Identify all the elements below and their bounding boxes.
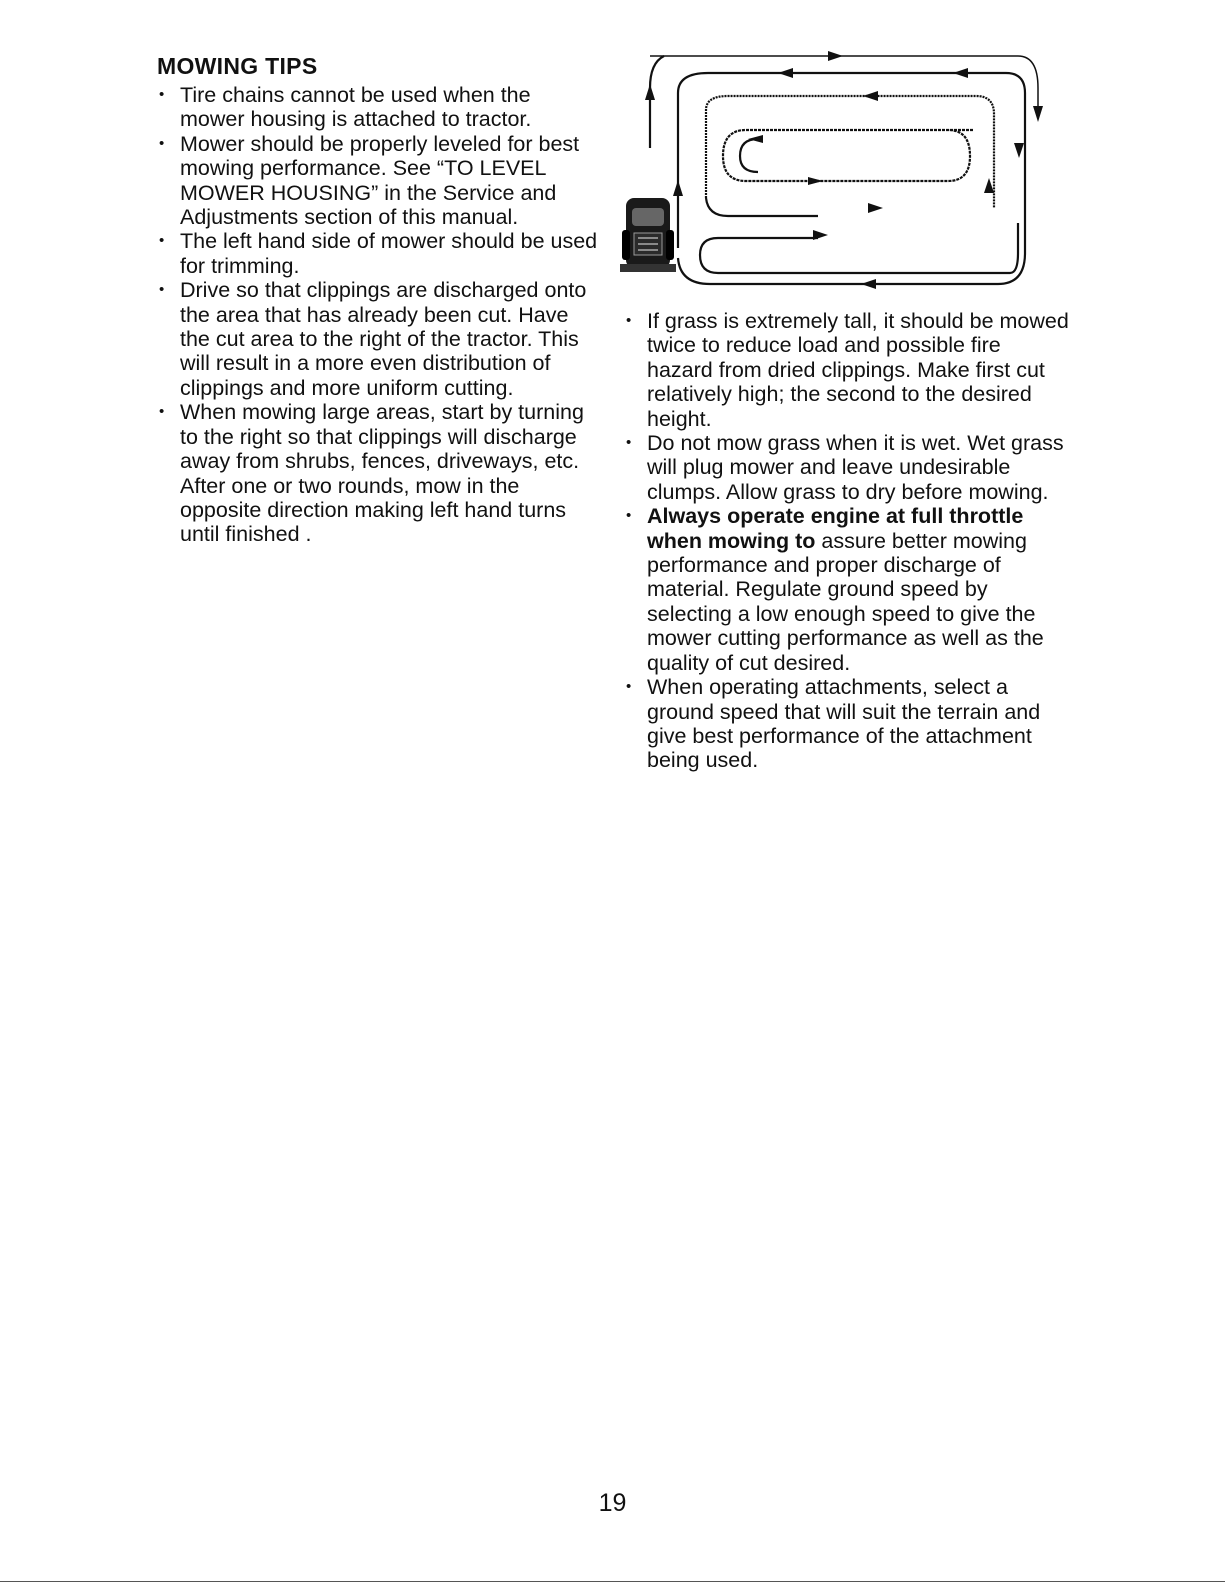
list-item — [158, 132, 598, 230]
innermost-arc — [740, 139, 758, 172]
list-item — [625, 675, 1070, 773]
bullet: • — [626, 434, 632, 452]
bullet: • — [626, 507, 632, 525]
tip-text: Mower should be properly leveled for best mowing performance. See “TO LEVEL MOWER HOUSING” in the Service and Adjustments section of this manual. — [180, 131, 580, 230]
bullet: • — [159, 403, 165, 421]
start-loop — [700, 223, 1018, 273]
tip-text: Drive so that clippings are discharged onto the area that has already been cut. Have the cut area to the right of the tractor. This will result in a more even distribution of clippings and more uniform cutting. — [180, 278, 587, 400]
tip-text: Tire chains cannot be used when the mower housing is attached to tractor. — [180, 83, 532, 132]
list-item — [158, 278, 598, 400]
arrow-right-top — [828, 51, 843, 61]
bullet: • — [159, 232, 165, 250]
outer-path-left — [650, 56, 664, 148]
left-tips-list — [158, 83, 598, 547]
arrow-left-inner — [748, 135, 763, 143]
arrow-up-right — [984, 178, 994, 193]
tip-text: The left hand side of mower should be used for trimming. — [180, 229, 598, 278]
outer-loop — [678, 73, 1025, 284]
bullet: • — [626, 312, 632, 329]
list-item — [158, 229, 598, 278]
tip-text: Do not mow grass when it is wet. Wet grass will plug mower and leave undesirable clumps. Allow grass to dry before mowing. — [647, 431, 1064, 504]
bullet: • — [159, 281, 165, 299]
arrow-left-mid — [863, 91, 878, 101]
arrow-up-left — [645, 84, 655, 100]
bullet: • — [626, 678, 632, 696]
arrow-right-start — [813, 230, 828, 240]
bullet: • — [159, 86, 165, 103]
tip-text: When mowing large areas, start by turning to the right so that clippings will discharge away from shrubs, fences, driveways, etc. After one or two rounds, mow in the opposite direction making left hand turns until finished . — [180, 400, 584, 547]
mowing-pattern-diagram — [618, 48, 1050, 298]
page-title: MOWING TIPS — [157, 53, 318, 79]
list-item — [625, 504, 1070, 675]
arrow-up-left-2 — [673, 180, 683, 196]
arrow-right-lower — [868, 203, 883, 213]
right-tips-list — [625, 309, 1070, 773]
list-item — [625, 431, 1070, 504]
bottom-rule — [0, 1581, 1225, 1582]
tip-text: When operating attachments, select a ground speed that will suit the terrain and give best performance of the attachment being used. — [647, 675, 1041, 773]
arrow-left-bottom — [861, 279, 876, 289]
inner-loop — [706, 198, 818, 216]
arrow-left-upper-2 — [953, 68, 968, 78]
bullet: • — [159, 134, 165, 152]
outer-path — [650, 56, 1038, 108]
arrow-down-mid — [1014, 143, 1024, 158]
arrow-right-inner — [808, 177, 823, 185]
tip-text: If grass is extremely tall, it should be mowed twice to reduce load and possible fire hazard from dried clippings. Make first cut relatively high; the second to the desired height. — [647, 309, 1069, 431]
list-item — [158, 83, 598, 132]
page-number: 19 — [598, 1489, 627, 1517]
throttle-tip-text: assure better mowing performance and proper discharge of material. Regulate ground speed by selecting a low enough speed to give the mower cutting performance as well as the quality of cut desired. — [647, 528, 1044, 675]
second-loop — [706, 96, 994, 208]
list-item — [625, 309, 1070, 431]
throttle-tip-bold: Always operate engine at full throttle when mowing to — [647, 504, 1024, 553]
arrow-down-right — [1033, 106, 1043, 122]
arrow-left-upper — [778, 68, 793, 78]
tractor-icon — [620, 198, 676, 272]
list-item — [158, 400, 598, 546]
